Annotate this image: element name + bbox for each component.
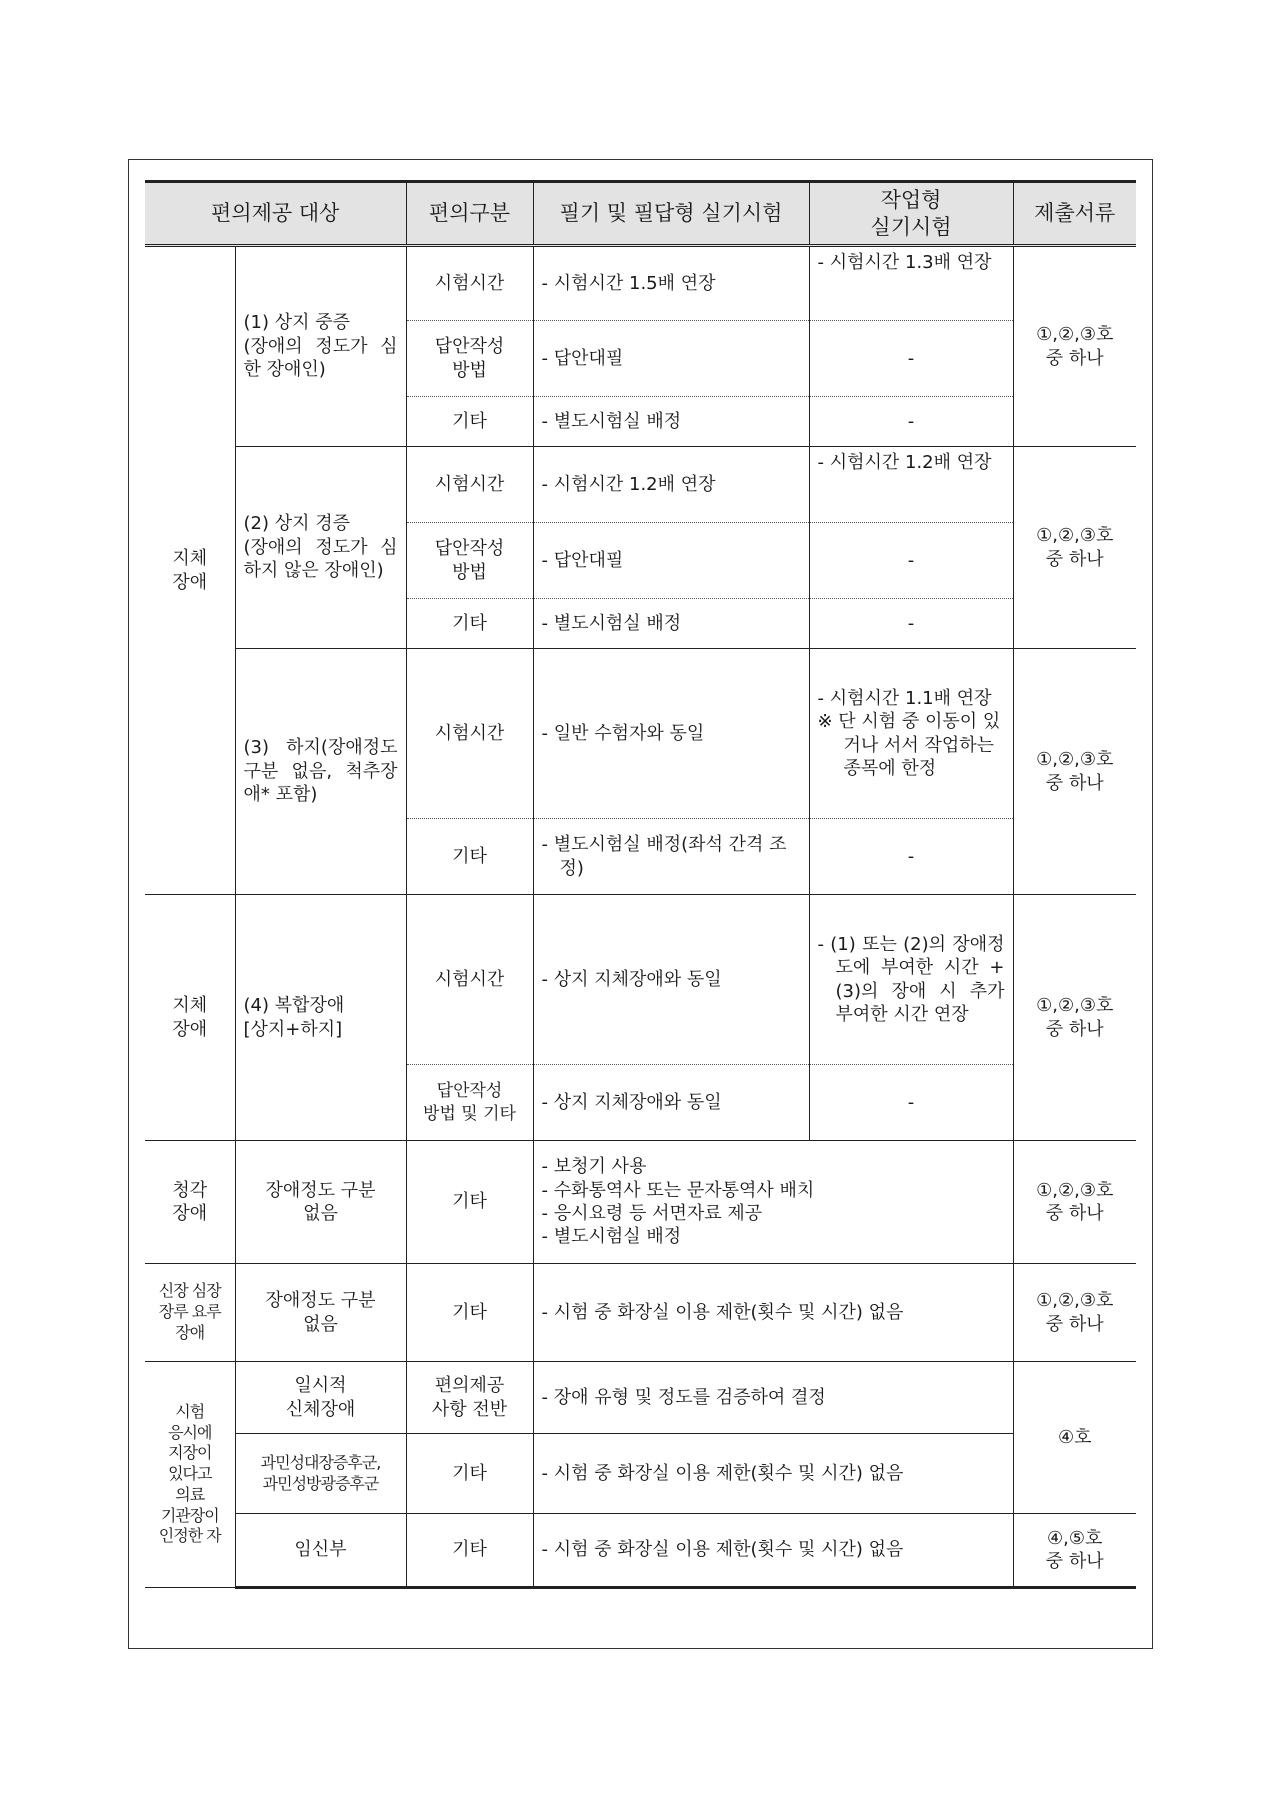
limb-g2-written-answer: - 답안대필 xyxy=(533,523,809,599)
limb-g1-practical-time xyxy=(809,246,1013,321)
limb-g1-cat-time: 시험시간 xyxy=(406,246,533,321)
limb-g1-practical-other: - xyxy=(809,397,1013,447)
limb-g1-written-other: - 별도시험실 배정 xyxy=(533,397,809,447)
limb-g2-cat-answer: 답안작성 방법 xyxy=(406,523,533,599)
limb-g1-docs: ①,②,③호 중 하나 xyxy=(1013,246,1136,447)
limb-g2-docs: ①,②,③호 중 하나 xyxy=(1013,447,1136,649)
limb2-cat-answer: 답안작성 방법 및 기타 xyxy=(406,1065,533,1141)
hearing-item: - 별도시험실 배정 xyxy=(541,1226,682,1248)
limb-g2-cat-time: 시험시간 xyxy=(406,447,533,523)
limb2-disability-label: 지체 장애 xyxy=(145,895,235,1141)
hearing-items xyxy=(533,1141,1013,1264)
other-r3-docs: ④,⑤호 중 하나 xyxy=(1013,1514,1136,1588)
other-r2-cat: 기타 xyxy=(406,1434,533,1514)
limb-g1-practical-answer: - xyxy=(809,321,1013,397)
header-category: 편의구분 xyxy=(406,182,533,246)
header-target: 편의제공 대상 xyxy=(145,182,406,246)
other-label: 시험 응시에 지장이 있다고 의료 기관장이 인정한 자 xyxy=(145,1362,235,1588)
limb2-practical-time xyxy=(809,895,1013,1065)
limb-g3-cat-other: 기타 xyxy=(406,819,533,895)
limb2-docs: ①,②,③호 중 하나 xyxy=(1013,895,1136,1141)
hearing-item: - 수화통역사 또는 문자통역사 배치 xyxy=(541,1179,815,1201)
organ-target: 장애정도 구분 없음 xyxy=(235,1264,406,1362)
limb2-written-time: - 상지 지체장애와 동일 xyxy=(533,895,809,1065)
limb-g3-practical-time-a: - 시험시간 1.1배 연장 xyxy=(817,687,992,709)
header-written: 필기 및 필답형 실기시험 xyxy=(533,182,809,246)
other-docs12: ④호 xyxy=(1013,1362,1136,1514)
limb-g3-written-other-text: - 별도시험실 배정(좌석 간격 조정) xyxy=(541,834,787,879)
hearing-item: - 보청기 사용 xyxy=(541,1156,647,1178)
limb-g2-written-time: - 시험시간 1.2배 연장 xyxy=(533,447,809,523)
limb-g2-cat-other: 기타 xyxy=(406,599,533,649)
other-r1-target: 일시적 신체장애 xyxy=(235,1362,406,1434)
limb-disability-label: 지체 장애 xyxy=(145,246,235,895)
accommodation-table xyxy=(145,180,1136,1589)
limb-g1-written-time: - 시험시간 1.5배 연장 xyxy=(533,246,809,321)
limb2-practical-time-text: - (1) 또는 (2)의 장애정도에 부여한 시간 + (3)의 장애 시 추가 부여한 시간 연장 xyxy=(817,933,1005,1025)
limb-g3-practical-other: - xyxy=(809,819,1013,895)
hearing-target: 장애정도 구분 없음 xyxy=(235,1141,406,1264)
limb-g1-cat-answer: 답안작성 방법 xyxy=(406,321,533,397)
other-r3-target: 임신부 xyxy=(235,1514,406,1588)
hearing-label: 청각 장애 xyxy=(145,1141,235,1264)
limb-g1-practical-time-text: - 시험시간 1.3배 연장 xyxy=(817,252,992,273)
organ-label: 신장 심장 장루 요루 장애 xyxy=(145,1264,235,1362)
other-r1-written: - 장애 유형 및 정도를 검증하여 결정 xyxy=(533,1362,1013,1434)
limb-g3-written-time: - 일반 수험자와 동일 xyxy=(533,649,809,819)
hearing-item: - 응시요령 등 서면자료 제공 xyxy=(541,1203,763,1224)
organ-cat: 기타 xyxy=(406,1264,533,1362)
limb-g3-target: (3) 하지(장애정도 구분 없음, 척추장애* 포함) xyxy=(235,649,406,895)
limb-g1-target: (1) 상지 중증 (장애의 정도가 심한 장애인) xyxy=(235,246,406,447)
limb-g3-written-other xyxy=(533,819,809,895)
header-documents: 제출서류 xyxy=(1013,182,1136,246)
limb2-cat-time: 시험시간 xyxy=(406,895,533,1065)
organ-written-text: - 시험 중 화장실 이용 제한(횟수 및 시간) 없음 xyxy=(541,1301,904,1323)
limb-g2-written-other: - 별도시험실 배정 xyxy=(533,599,809,649)
limb-g2-practical-other: - xyxy=(809,599,1013,649)
limb-g3-cat-time: 시험시간 xyxy=(406,649,533,819)
organ-written xyxy=(533,1264,1013,1362)
other-r1-cat: 편의제공 사항 전반 xyxy=(406,1362,533,1434)
header-practical: 작업형 실기시험 xyxy=(809,182,1013,246)
header-row xyxy=(145,182,1136,246)
limb-g3-practical-time-b: ※ 단 시험 중 이동이 있거나 서서 작업하는 종목에 한정 xyxy=(817,711,1001,779)
limb2-practical-answer: - xyxy=(809,1065,1013,1141)
hearing-docs: ①,②,③호 중 하나 xyxy=(1013,1141,1136,1264)
limb-g3-practical-time xyxy=(809,649,1013,819)
other-r3-written xyxy=(533,1514,1013,1588)
limb-g2-practical-answer: - xyxy=(809,523,1013,599)
limb2-written-answer: - 상지 지체장애와 동일 xyxy=(533,1065,809,1141)
other-r2-written-text: - 시험 중 화장실 이용 제한(횟수 및 시간) 없음 xyxy=(541,1462,904,1484)
limb-g2-target: (2) 상지 경증 (장애의 정도가 심하지 않은 장애인) xyxy=(235,447,406,649)
limb-g1-written-answer: - 답안대필 xyxy=(533,321,809,397)
limb-g2-practical-time xyxy=(809,447,1013,523)
other-r3-cat: 기타 xyxy=(406,1514,533,1588)
organ-docs: ①,②,③호 중 하나 xyxy=(1013,1264,1136,1362)
limb-g3-docs: ①,②,③호 중 하나 xyxy=(1013,649,1136,895)
other-r2-written xyxy=(533,1434,1013,1514)
limb-g1-cat-other: 기타 xyxy=(406,397,533,447)
hearing-cat: 기타 xyxy=(406,1141,533,1264)
other-r3-written-text: - 시험 중 화장실 이용 제한(횟수 및 시간) 없음 xyxy=(541,1539,904,1561)
limb-g2-practical-time-text: - 시험시간 1.2배 연장 xyxy=(817,452,992,473)
limb2-target: (4) 복합장애 [상지+하지] xyxy=(235,895,406,1141)
other-r2-target: 과민성대장증후군, 과민성방광증후군 xyxy=(235,1434,406,1514)
